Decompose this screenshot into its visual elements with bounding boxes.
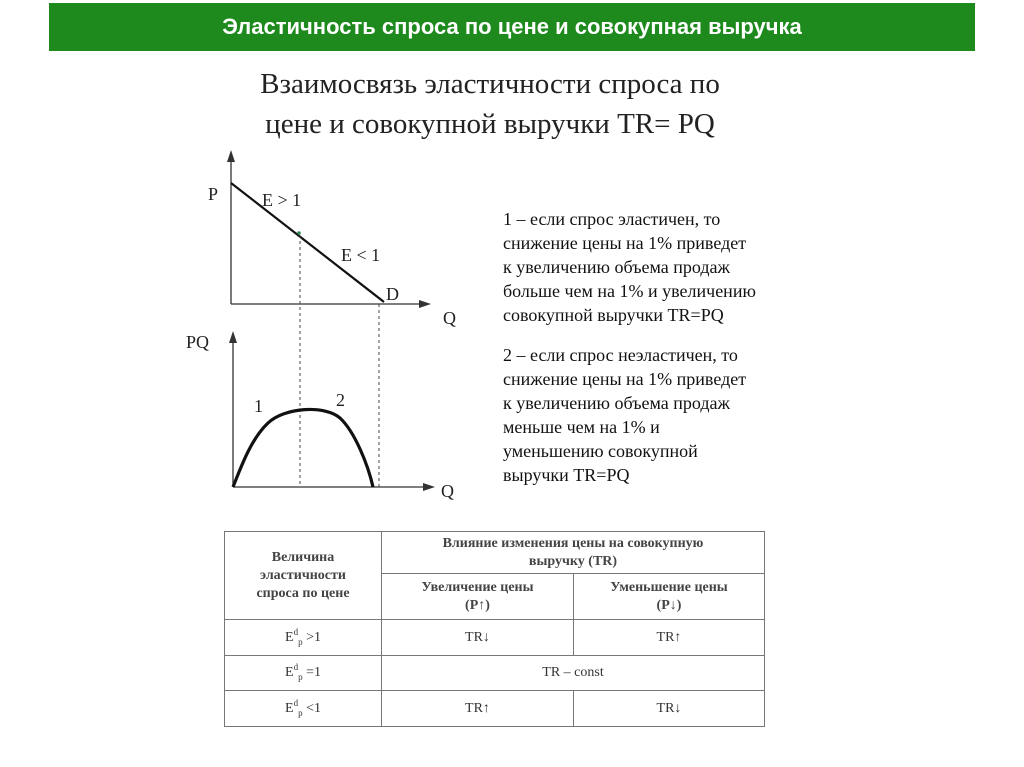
demand-elastic-label: E > 1 — [262, 190, 302, 210]
elasticity-relation: =1 — [306, 665, 321, 680]
header-title: Эластичность спроса по цене и совокупная выручка — [222, 14, 802, 39]
revenue-y-axis-arrow — [229, 331, 237, 343]
explanation-line: к увеличению объема продаж — [503, 393, 730, 413]
subtitle-line-2: цене и совокупной выручки TR= PQ — [265, 108, 715, 140]
header-line: спроса по цене — [256, 585, 350, 601]
header-elasticity — [225, 532, 382, 620]
elasticity-sup: d — [293, 626, 299, 637]
explanation-line: снижение цены на 1% приведет — [503, 233, 747, 253]
revenue-effect-cell: TR↑ — [574, 620, 765, 656]
elasticity-symbol: E — [285, 665, 294, 680]
revenue-curve — [233, 409, 373, 487]
explanation-line: 1 – если спрос эластичен, то — [503, 209, 721, 229]
elasticity-symbol: E — [285, 629, 294, 645]
revenue-x-label: Q — [441, 481, 454, 501]
elasticity-cell — [225, 656, 382, 691]
header-line: эластичности — [260, 567, 346, 583]
demand-y-label: P — [208, 184, 219, 204]
revenue-effect-cell: TR – const — [382, 656, 765, 691]
elasticity-sub: p — [298, 707, 303, 718]
table-row — [225, 691, 765, 727]
explanation-inelastic — [503, 343, 843, 487]
demand-inelastic-label: E < 1 — [341, 245, 381, 265]
header-line: Увеличение цены — [421, 579, 534, 595]
demand-curve-label: D — [386, 284, 399, 304]
explanation-line: совокупной выручки TR=PQ — [503, 305, 724, 325]
demand-y-axis-arrow — [227, 150, 235, 162]
revenue-effect-cell: TR↓ — [382, 620, 574, 656]
demand-x-label: Q — [443, 308, 456, 328]
explanation-line: выручки TR=PQ — [503, 465, 630, 485]
explanation-line: 2 – если спрос неэластичен, то — [503, 345, 738, 365]
revenue-inelastic-label: 2 — [336, 390, 345, 410]
revenue-effect-cell: TR↓ — [574, 691, 765, 727]
subtitle-line-1: Взаимосвязь эластичности спроса по — [260, 68, 720, 100]
elasticity-cell — [225, 691, 382, 727]
elasticity-relation: <1 — [306, 700, 321, 716]
explanation-line: больше чем на 1% и увеличению — [503, 281, 756, 301]
revenue-elastic-label: 1 — [254, 396, 263, 416]
elasticity-symbol: E — [285, 700, 294, 716]
elasticity-table — [224, 531, 765, 727]
table-row — [225, 620, 765, 656]
elasticity-sup: d — [293, 697, 299, 708]
demand-curve — [231, 183, 384, 302]
elasticity-sub: p — [298, 636, 303, 647]
elasticity-sup: d — [293, 662, 299, 672]
elasticity-sub: p — [298, 672, 303, 682]
header-price-decrease — [574, 574, 765, 620]
explanation-line: меньше чем на 1% и — [503, 417, 660, 437]
header-line: Величина — [271, 549, 335, 565]
revenue-y-label: PQ — [186, 332, 210, 352]
revenue-x-axis-arrow — [423, 483, 435, 491]
demand-x-axis-arrow — [419, 300, 431, 308]
header-line: Уменьшение цены — [610, 579, 728, 595]
header-line: (P↓) — [656, 597, 682, 613]
table-row — [225, 656, 765, 691]
explanation-line: снижение цены на 1% приведет — [503, 369, 747, 389]
elasticity-relation: >1 — [306, 629, 321, 645]
header-line: (P↑) — [465, 597, 490, 613]
explanation-elastic — [503, 207, 843, 327]
header-price-increase — [382, 574, 574, 620]
revenue-effect-cell: TR↑ — [382, 691, 574, 727]
explanation-line: к увеличению объема продаж — [503, 257, 730, 277]
header-price-effect — [382, 532, 765, 574]
explanation-line: уменьшению совокупной — [503, 441, 698, 461]
header-line: выручку (TR) — [528, 553, 618, 569]
unit-elastic-point — [297, 231, 301, 235]
header-line: Влияние изменения цены на совокупную — [442, 535, 704, 551]
elasticity-cell — [225, 620, 382, 656]
